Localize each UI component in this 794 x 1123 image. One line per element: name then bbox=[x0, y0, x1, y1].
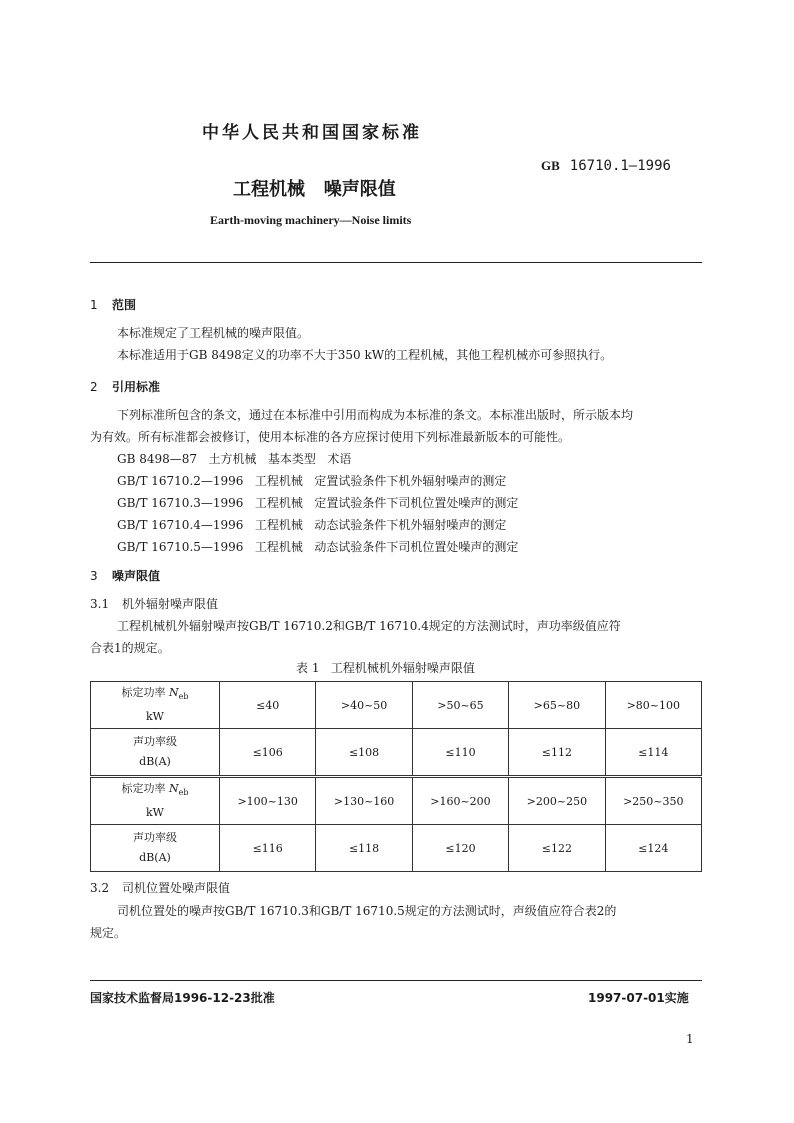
reference-item: GB 8498—87 土方机械 基本类型 术语 bbox=[117, 452, 352, 466]
section-3-1-heading bbox=[90, 593, 218, 615]
section-2-intro-line-1: 下列标准所包含的条文，通过在本标准中引用而构成为本标准的条文。本标准出版时，所示版本均 bbox=[117, 408, 634, 422]
table-cell: >50~65 bbox=[412, 682, 508, 729]
reference-item: GB/T 16710.2—1996 工程机械 定置试验条件下机外辐射噪声的测定 bbox=[117, 474, 507, 488]
section-1-paragraph-1: 本标准规定了工程机械的噪声限值。 bbox=[117, 326, 310, 340]
section-2-title: 引用标准 bbox=[112, 380, 161, 394]
table-cell: ≤114 bbox=[605, 729, 701, 777]
table-row bbox=[91, 682, 702, 729]
level-row-header bbox=[91, 729, 220, 777]
reference-item: GB/T 16710.4—1996 工程机械 动态试验条件下机外辐射噪声的测定 bbox=[117, 518, 507, 532]
section-3-1-number: 3.1 bbox=[90, 597, 110, 611]
national-standard-title: 中华人民共和国国家标准 bbox=[202, 123, 422, 143]
section-3-2-heading bbox=[90, 877, 230, 899]
section-2-intro-line-2: 为有效。所有标准都会被修订，使用本标准的各方应探讨使用下列标准最新版本的可能性。 bbox=[90, 430, 571, 444]
table-cell: >160~200 bbox=[412, 777, 508, 825]
section-3-heading bbox=[90, 567, 160, 584]
table-cell: ≤106 bbox=[220, 729, 316, 777]
table-cell: >80~100 bbox=[605, 682, 701, 729]
table-cell: ≤110 bbox=[412, 729, 508, 777]
section-3-2-number: 3.2 bbox=[90, 881, 110, 895]
power-row-header bbox=[91, 682, 220, 729]
table-cell: ≤120 bbox=[412, 825, 508, 872]
page-number: 1 bbox=[686, 1032, 694, 1046]
power-subscript: eb bbox=[178, 692, 189, 702]
table-cell: ≤116 bbox=[220, 825, 316, 872]
table-row bbox=[91, 729, 702, 777]
table-cell: ≤118 bbox=[316, 825, 412, 872]
section-1-paragraph-2: 本标准适用于GB 8498定义的功率不大于350 kW的工程机械，其他工程机械亦可参照执行。 bbox=[117, 348, 613, 362]
header-rule bbox=[90, 262, 702, 263]
table-cell: ≤40 bbox=[220, 682, 316, 729]
table-cell: ≤124 bbox=[605, 825, 701, 872]
power-symbol: N bbox=[169, 781, 179, 795]
power-unit: kW bbox=[146, 806, 164, 820]
section-3-1-title: 机外辐射噪声限值 bbox=[122, 597, 219, 611]
section-3-2-line-2: 规定。 bbox=[90, 926, 127, 940]
table-row bbox=[91, 777, 702, 825]
table-cell: ≤112 bbox=[509, 729, 605, 777]
power-symbol: N bbox=[169, 685, 179, 699]
table-cell: >200~250 bbox=[509, 777, 605, 825]
standard-code-number: 16710.1—1996 bbox=[569, 158, 671, 174]
power-unit: kW bbox=[146, 710, 164, 724]
level-row-header bbox=[91, 825, 220, 872]
level-unit: dB(A) bbox=[139, 755, 171, 768]
reference-item: GB/T 16710.5—1996 工程机械 动态试验条件下司机位置处噪声的测定 bbox=[117, 540, 519, 554]
section-1-number: 1 bbox=[90, 298, 98, 312]
standard-code bbox=[541, 158, 671, 174]
section-3-1-line-1: 工程机械机外辐射噪声按GB/T 16710.2和GB/T 16710.4规定的方法测试时，声功率级值应符 bbox=[117, 619, 621, 633]
reference-list bbox=[117, 448, 518, 558]
table-cell: ≤108 bbox=[316, 729, 412, 777]
section-3-2-line-1: 司机位置处的噪声按GB/T 16710.3和GB/T 16710.5规定的方法测试时，声级值应符合表2的 bbox=[117, 904, 617, 918]
footer-rule bbox=[90, 980, 702, 981]
power-label: 标定功率 bbox=[121, 781, 166, 795]
table-cell: >130~160 bbox=[316, 777, 412, 825]
noise-limits-table bbox=[90, 681, 702, 872]
table-1-caption: 表 1 工程机械机外辐射噪声限值 bbox=[296, 661, 475, 675]
table-row bbox=[91, 825, 702, 872]
section-2-heading bbox=[90, 378, 160, 395]
level-unit: dB(A) bbox=[139, 851, 171, 864]
implementation-date: 1997-07-01实施 bbox=[588, 991, 689, 1005]
section-3-title: 噪声限值 bbox=[112, 569, 161, 583]
section-2-number: 2 bbox=[90, 380, 98, 394]
table-cell: >250~350 bbox=[605, 777, 701, 825]
level-label: 声功率级 bbox=[133, 735, 177, 748]
power-subscript: eb bbox=[178, 788, 189, 798]
document-title-en: Earth-moving machinery—Noise limits bbox=[210, 213, 412, 227]
table-cell: >65~80 bbox=[509, 682, 605, 729]
table-cell: ≤122 bbox=[509, 825, 605, 872]
power-label: 标定功率 bbox=[121, 685, 166, 699]
section-1-heading bbox=[90, 296, 136, 313]
table-cell: >100~130 bbox=[220, 777, 316, 825]
power-row-header bbox=[91, 777, 220, 825]
section-3-1-line-2: 合表1的规定。 bbox=[90, 641, 170, 655]
approval-statement: 国家技术监督局1996-12-23批准 bbox=[90, 991, 275, 1005]
reference-item: GB/T 16710.3—1996 工程机械 定置试验条件下司机位置处噪声的测定 bbox=[117, 496, 519, 510]
standard-code-prefix: GB bbox=[541, 158, 560, 173]
section-3-number: 3 bbox=[90, 569, 98, 583]
section-3-2-title: 司机位置处噪声限值 bbox=[122, 881, 231, 895]
level-label: 声功率级 bbox=[133, 831, 177, 844]
document-title-zh: 工程机械 噪声限值 bbox=[233, 179, 396, 200]
table-cell: >40~50 bbox=[316, 682, 412, 729]
section-1-title: 范围 bbox=[112, 298, 137, 312]
